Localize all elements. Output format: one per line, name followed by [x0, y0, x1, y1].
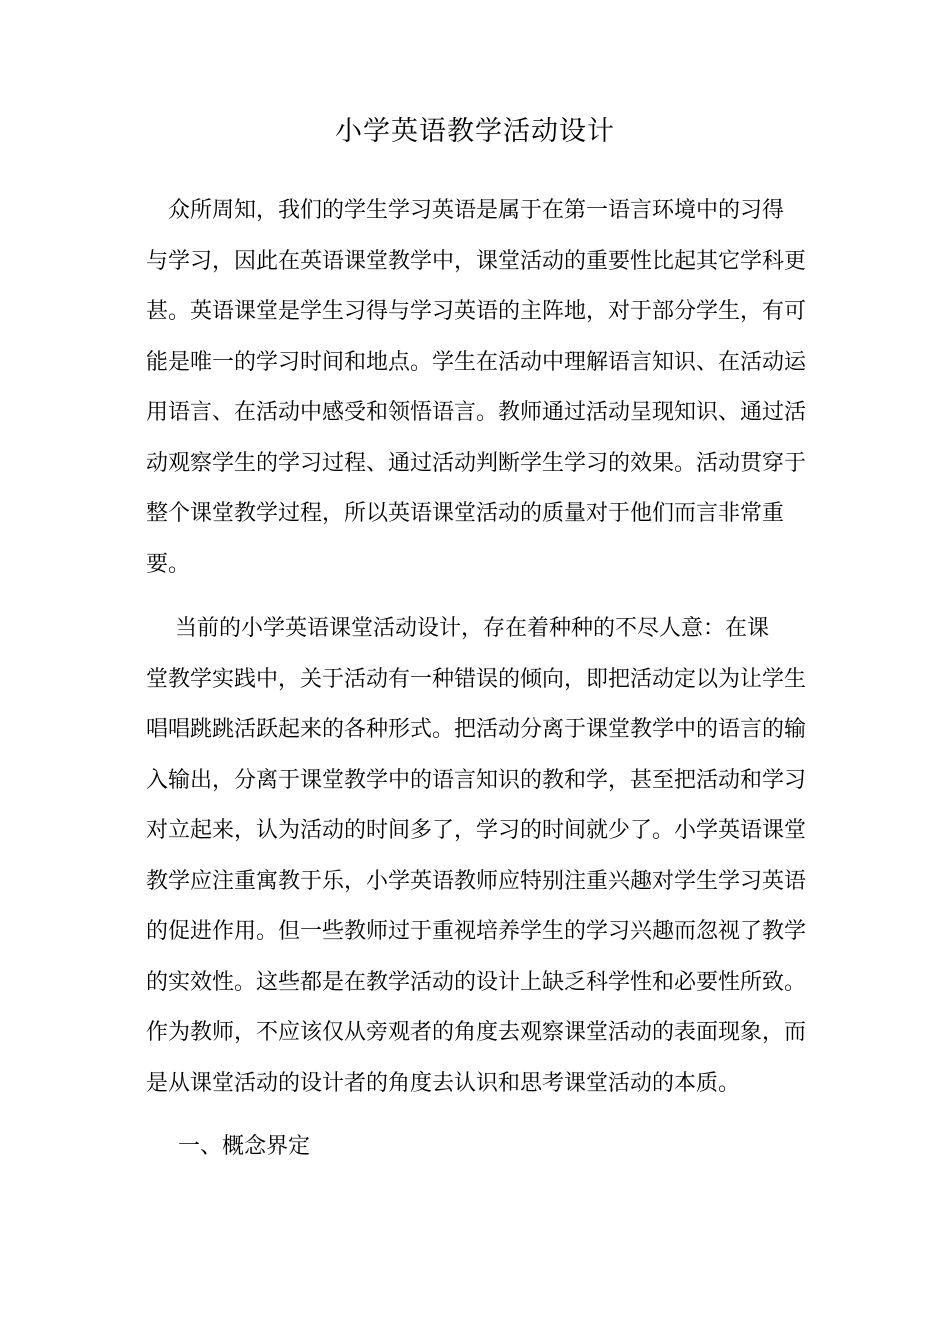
paragraph-line: 的促进作用。但一些教师过于重视培养学生的学习兴趣而忽视了教学: [146, 919, 807, 944]
paragraph-line: 的实效性。这些都是在教学活动的设计上缺乏科学性和必要性所致。: [146, 969, 807, 995]
paragraph-line: 甚。英语课堂是学生习得与学习英语的主阵地，对于部分学生，有可: [146, 299, 807, 324]
paragraph-line: 入输出，分离于课堂教学中的语言知识的教和学，甚至把活动和学习: [146, 767, 807, 793]
paragraph-current-problems: [146, 604, 814, 1109]
paragraph-line: 当前的小学英语课堂活动设计，存在着种种的不尽人意：在课: [146, 616, 769, 641]
paragraph-line: 唱唱跳跳活跃起来的各种形式。把活动分离于课堂教学中的语言的输: [146, 717, 807, 742]
section-heading: 一、概念界定: [178, 1134, 311, 1159]
paragraph-line: 教学应注重寓教于乐，小学英语教师应特别注重兴趣对学生学习英语: [146, 868, 807, 894]
document-title: 小学英语教学活动设计: [335, 116, 615, 147]
paragraph-line: 能是唯一的学习时间和地点。学生在活动中理解语言知识、在活动运: [146, 349, 807, 375]
paragraph-line: 对立起来，认为活动的时间多了，学习的时间就少了。小学英语课堂: [146, 818, 807, 843]
paragraph-line: 用语言、在活动中感受和领悟语言。教师通过活动呈现知识、通过活: [146, 400, 807, 425]
paragraph-line: 是从课堂活动的设计者的角度去认识和思考课堂活动的本质。: [146, 1070, 741, 1096]
paragraph-line: 要。: [146, 551, 191, 577]
paragraph-intro: [146, 186, 814, 590]
paragraph-line: 与学习，因此在英语课堂教学中，课堂活动的重要性比起其它学科更: [146, 248, 807, 274]
paragraph-line: 作为教师，不应该仅从旁观者的角度去观察课堂活动的表面现象，而: [146, 1020, 807, 1045]
paragraph-line: 堂教学实践中，关于活动有一种错误的倾向，即把活动定以为让学生: [146, 666, 807, 692]
paragraph-line: 动观察学生的学习过程、通过活动判断学生学习的效果。活动贯穿于: [146, 450, 807, 476]
paragraph-line: 整个课堂教学过程，所以英语课堂活动的质量对于他们而言非常重: [146, 501, 785, 526]
paragraph-line: 众所周知，我们的学生学习英语是属于在第一语言环境中的习得: [146, 198, 785, 223]
